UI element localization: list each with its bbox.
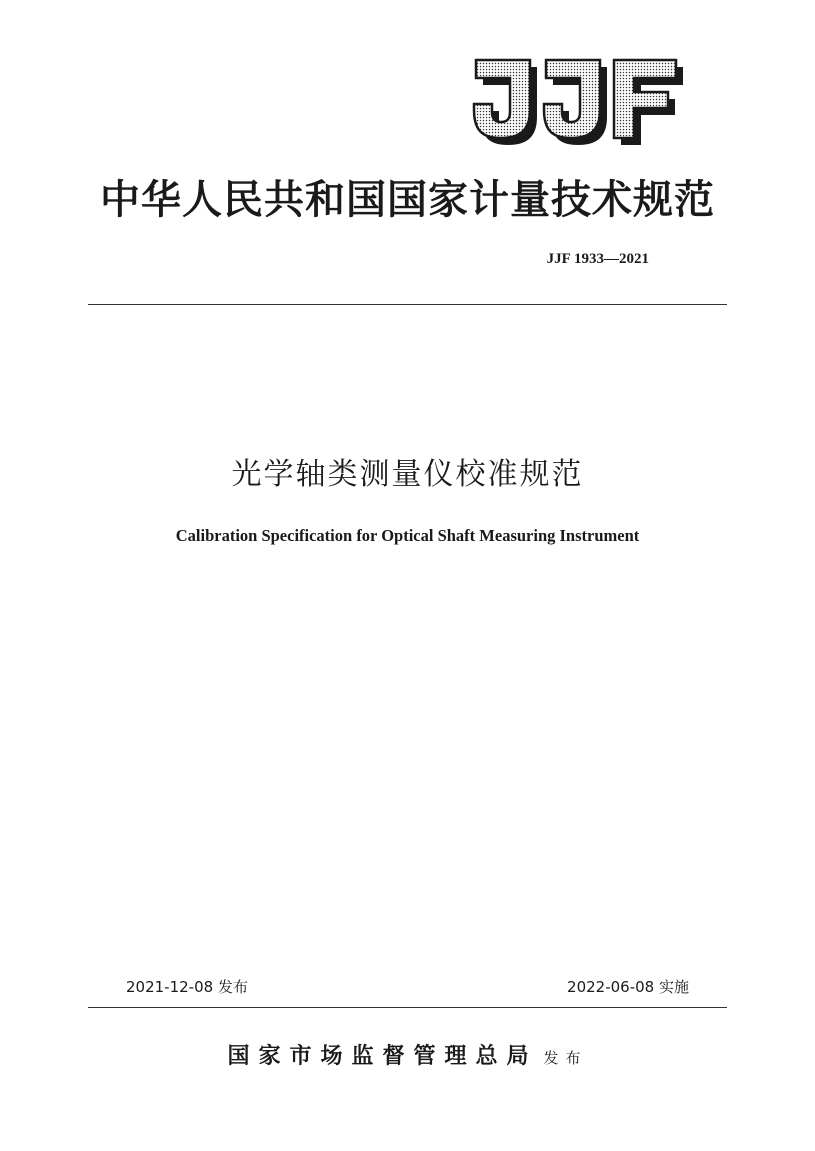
top-divider (88, 304, 727, 305)
specification-title-english: Calibration Specification for Optical Shaft Measuring Instrument (175, 526, 640, 545)
jjf-logo-letter-f (614, 60, 683, 145)
release-date: 2021-12-08 发布 (126, 978, 248, 996)
effective-date: 2022-06-08 实施 (567, 978, 689, 996)
jjf-logo-letter-j1 (474, 60, 537, 145)
publisher-line (0, 1039, 815, 1070)
specification-title-chinese: 光学轴类测量仪校准规范 (231, 457, 584, 492)
publisher-name: 国家市场监督管理总局 (227, 1043, 538, 1069)
jjf-logo-letter-j2 (544, 60, 607, 145)
main-title: 中华人民共和国国家计量技术规范 (100, 176, 715, 223)
bottom-divider (88, 1007, 727, 1008)
publisher-action: 发布 (543, 1049, 588, 1067)
specification-code: JJF 1933—2021 (546, 251, 649, 267)
jjf-logo (470, 56, 685, 146)
